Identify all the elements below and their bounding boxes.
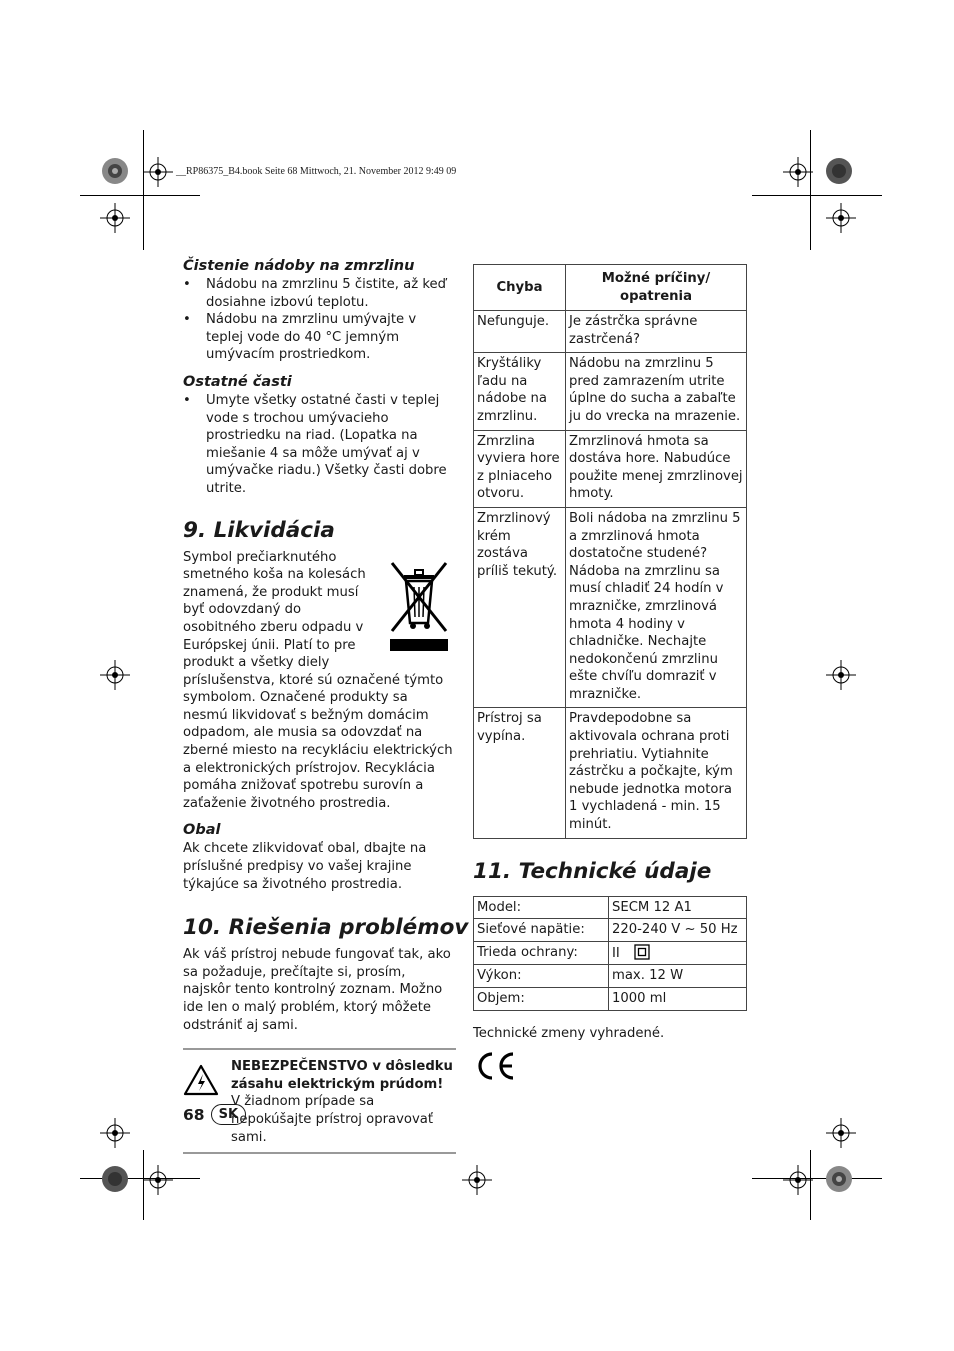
registration-mark-icon bbox=[100, 203, 130, 233]
technical-note: Technické zmeny vyhradené. bbox=[473, 1025, 665, 1041]
registration-mark-icon bbox=[100, 1118, 130, 1148]
double-insulation-icon bbox=[634, 944, 650, 960]
page-footer bbox=[183, 1104, 246, 1125]
registration-mark-icon bbox=[462, 1165, 492, 1195]
spec-label: Trieda ochrany: bbox=[474, 941, 609, 965]
spec-label: Objem: bbox=[474, 988, 609, 1011]
spec-label: Model: bbox=[474, 896, 609, 919]
table-row bbox=[474, 988, 747, 1011]
registration-mark-icon bbox=[100, 660, 130, 690]
remedy-cell: Zmrzlinová hmota sa dostáva hore. Nabudúce použite menej zmrzlinovej hmoty. bbox=[566, 430, 747, 507]
list-item: • Umyte všetky ostatné časti v teplej vode s trochou umývacieho prostriedku na riad. (Lopatka na miešanie 4 sa môže umývať aj v umývačke riadu.) Všetky časti dobre utrite. bbox=[183, 392, 456, 498]
disposal-text: Symbol prečiarknutého smetného koša na kolesách znamená, že produkt musí byť odovzdaný do osobitného zberu odpadu v Európskej únii. Platí to pre produkt a všetky diely príslušenstva, ktoré sú označené týmto symbolom. Označené produkty sa nesmú likvidovať s bežným domácim odpadom, ale musia sa odovzdať na zberné miesto na recykláciu elektrických a elektronických prístrojov. Recyklácia pomáha znižovať spotrebu surovín a zaťaženie životného prostredia. bbox=[183, 549, 456, 813]
ce-mark-icon bbox=[473, 1050, 517, 1082]
registration-mark-icon bbox=[826, 1118, 856, 1148]
electric-hazard-icon bbox=[183, 1058, 219, 1146]
other-parts-list bbox=[183, 392, 456, 498]
warning-box bbox=[183, 1048, 456, 1154]
registration-mark-icon bbox=[783, 157, 813, 187]
fault-cell: Kryštáliky ľadu na nádobe na zmrzlinu. bbox=[474, 353, 566, 430]
registration-mark-icon bbox=[143, 157, 173, 187]
table-row bbox=[474, 430, 747, 507]
fault-cell: Zmrzlina vyviera hore z plniaceho otvoru. bbox=[474, 430, 566, 507]
left-column bbox=[183, 258, 469, 1154]
spec-table bbox=[473, 896, 747, 1011]
header-remedy: Možné príčiny/ opatrenia bbox=[566, 265, 747, 311]
warning-message bbox=[231, 1058, 456, 1146]
spec-value-class bbox=[609, 941, 747, 965]
warning-body: V žiadnom prípade sa nepokúšajte prístroj opravovať sami. bbox=[231, 1094, 434, 1145]
fault-cell: Prístroj sa vypína. bbox=[474, 708, 566, 838]
table-header-row bbox=[474, 265, 747, 311]
list-item: • Nádobu na zmrzlinu 5 čistite, až keď dosiahne izbovú teplotu. bbox=[183, 276, 456, 311]
remedy-cell: Je zástrčka správne zastrčená? bbox=[566, 311, 747, 353]
technical-heading: 11. Technické údaje bbox=[473, 858, 712, 884]
spec-label: Výkon: bbox=[474, 965, 609, 988]
spec-value: max. 12 W bbox=[609, 965, 747, 988]
table-row bbox=[474, 507, 747, 708]
troubleshooting-table bbox=[473, 264, 747, 839]
table-row bbox=[474, 311, 747, 353]
disposal-section bbox=[183, 549, 456, 813]
cleaning-title: Čistenie nádoby na zmrzlinu bbox=[183, 258, 415, 274]
language-badge: SK bbox=[211, 1104, 246, 1125]
header-fault: Chyba bbox=[474, 265, 566, 311]
color-wheel-icon bbox=[825, 157, 853, 185]
spec-value: 220-240 V ~ 50 Hz bbox=[609, 919, 747, 942]
packaging-title: Obal bbox=[183, 822, 221, 839]
remedy-cell: Pravdepodobne sa aktivovala ochrana proti prehriatiu. Vytiahnite zástrčku a počkajte, kým nebude jednotka motora 1 vychladená - min. 15 minút. bbox=[566, 708, 747, 838]
list-item: • Nádobu na zmrzlinu umývajte v teplej vode do 40 °C jemným umývacím prostriedkom. bbox=[183, 311, 456, 364]
spec-value: 1000 ml bbox=[609, 988, 747, 1011]
troubleshooting-heading: 10. Riešenia problémov bbox=[183, 915, 469, 941]
table-row bbox=[474, 965, 747, 988]
page-number: 68 bbox=[183, 1105, 205, 1124]
spec-label: Sieťové napätie: bbox=[474, 919, 609, 942]
registration-mark-icon bbox=[826, 660, 856, 690]
disposal-heading: 9. Likvidácia bbox=[183, 517, 335, 543]
color-wheel-icon bbox=[101, 157, 129, 185]
right-column bbox=[473, 264, 746, 1086]
remedy-cell: Nádobu na zmrzlinu 5 pred zamrazením utrite úplne do sucha a zabaľte ju do vrecka na mrazenie. bbox=[566, 353, 747, 430]
table-row bbox=[474, 353, 747, 430]
other-parts-title: Ostatné časti bbox=[183, 373, 292, 390]
registration-mark-icon bbox=[143, 1165, 173, 1195]
table-row bbox=[474, 919, 747, 942]
table-row bbox=[474, 896, 747, 919]
color-wheel-icon bbox=[825, 1165, 853, 1193]
troubleshooting-text: Ak váš prístroj nebude fungovať tak, ako sa požaduje, prečítajte si, prosím, najskôr tento kontrolný zoznam. Možno ide len o malý problém, ktorý môžete odstrániť aj sami. bbox=[183, 947, 451, 1033]
fault-cell: Zmrzlinový krém zostáva príliš tekutý. bbox=[474, 507, 566, 708]
registration-mark-icon bbox=[783, 1165, 813, 1195]
registration-mark-icon bbox=[826, 203, 856, 233]
table-row bbox=[474, 708, 747, 838]
warning-strong: NEBEZPEČENSTVO v dôsledku zásahu elektrickým prúdom! bbox=[231, 1059, 453, 1092]
color-wheel-icon bbox=[101, 1165, 129, 1193]
file-header: __RP86375_B4.book Seite 68 Mittwoch, 21. November 2012 9:49 09 bbox=[176, 166, 457, 177]
fault-cell: Nefunguje. bbox=[474, 311, 566, 353]
crossed-bin-icon bbox=[386, 553, 452, 653]
remedy-cell: Boli nádoba na zmrzlinu 5 a zmrzlinová hmota dostatočne studené? Nádoba na zmrzlinu sa musí chladiť 24 hodín v mrazničke, zmrzlinová hmota 4 hodiny v chladničke. Nechajte nedokončenú zmrzlinu ešte chvíľu domraziť v mrazničke. bbox=[566, 507, 747, 708]
spec-value: SECM 12 A1 bbox=[609, 896, 747, 919]
cleaning-list bbox=[183, 276, 456, 364]
table-row bbox=[474, 941, 747, 965]
spec-value: II bbox=[612, 945, 620, 961]
packaging-text: Ak chcete zlikvidovať obal, dbajte na príslušné predpisy vo vašej krajine týkajúce sa životného prostredia. bbox=[183, 841, 427, 892]
